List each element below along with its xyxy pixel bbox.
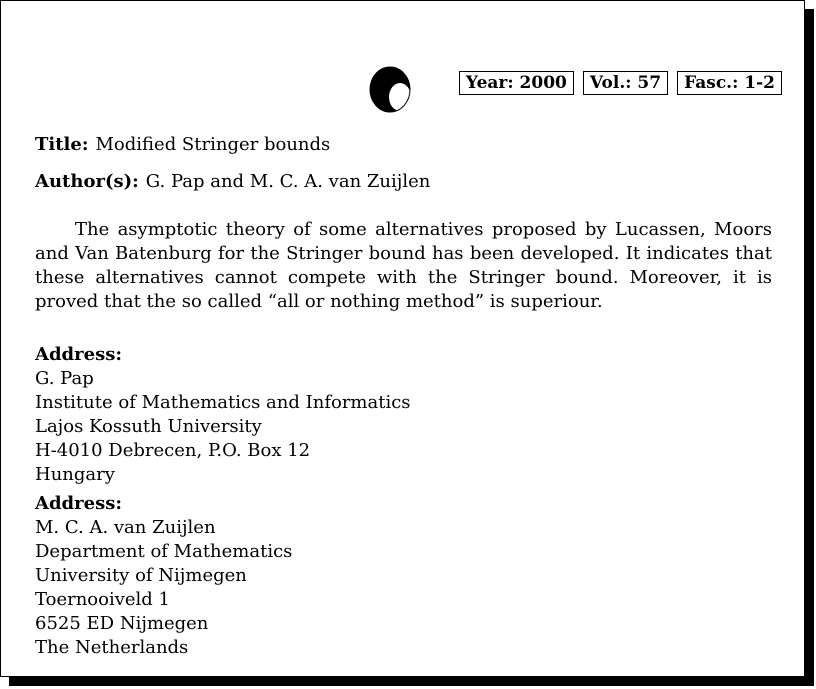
title-line <box>35 134 330 155</box>
authors-label: Author(s): <box>35 171 139 192</box>
fascicle-badge: Fasc.: 1-2 <box>677 71 782 95</box>
address-line: University of Nijmegen <box>35 565 247 586</box>
year-badge: Year: 2000 <box>459 71 574 95</box>
paper-authors: G. Pap and M. C. A. van Zuijlen <box>145 171 431 192</box>
address-block-1 <box>35 343 411 487</box>
address-line: G. Pap <box>35 368 94 389</box>
address-line: Department of Mathematics <box>35 541 293 562</box>
address-line: The Netherlands <box>35 637 189 658</box>
paper-title: Modified Stringer bounds <box>95 134 331 155</box>
publication-meta <box>459 71 782 95</box>
address-line: M. C. A. van Zuijlen <box>35 517 216 538</box>
title-label: Title: <box>35 134 89 155</box>
address-line: H-4010 Debrecen, P.O. Box 12 <box>35 440 311 461</box>
address-label: Address: <box>35 344 122 365</box>
crescent-moon-logo-icon <box>369 66 411 113</box>
address-label: Address: <box>35 493 122 514</box>
address-line: Hungary <box>35 464 115 485</box>
authors-line <box>35 171 430 192</box>
address-line: Toernooiveld 1 <box>35 589 170 610</box>
address-line: 6525 ED Nijmegen <box>35 613 209 634</box>
address-line: Lajos Kossuth University <box>35 416 262 437</box>
volume-badge: Vol.: 57 <box>583 71 668 95</box>
abstract-text: The asymptotic theory of some alternatives proposed by Lucassen, Moors and Van Batenburg for the Stringer bound has been developed. It indicates that these alternatives cannot compete with the Stringer bound. Moreover, it is proved that the so called “all or nothing method” is superiour. <box>35 219 772 312</box>
address-line: Institute of Mathematics and Informatics <box>35 392 411 413</box>
address-block-2 <box>35 492 292 660</box>
